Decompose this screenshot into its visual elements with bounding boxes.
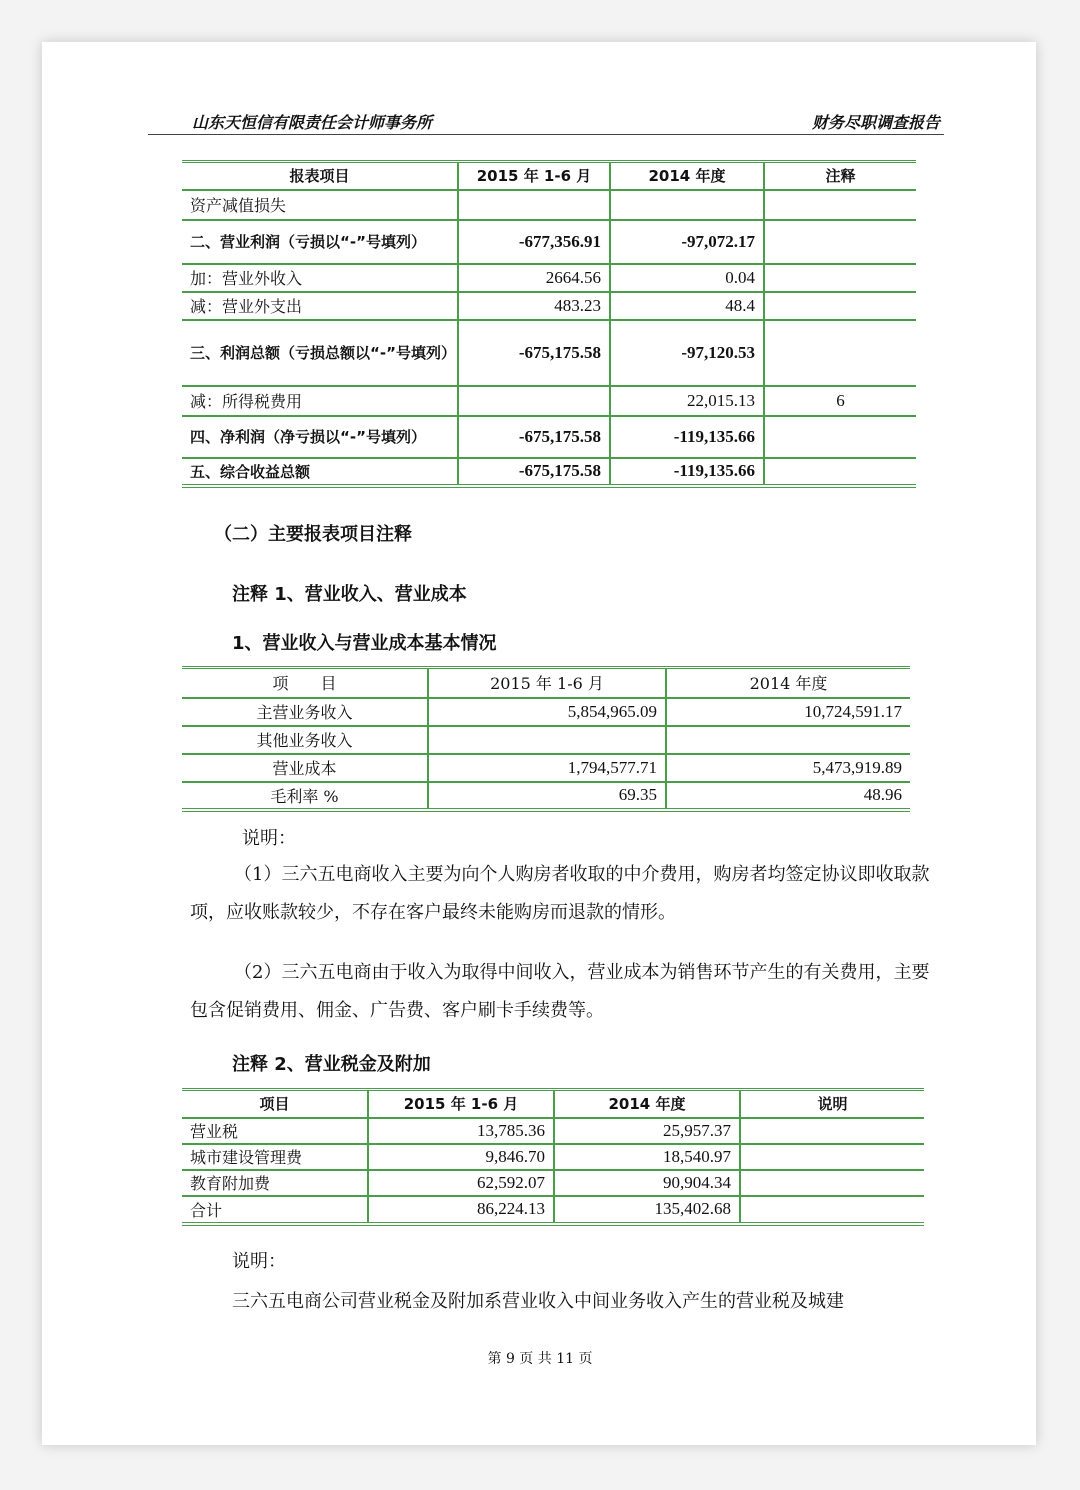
value-2015h1: -675,175.58: [458, 416, 610, 458]
row-label: 合计: [182, 1196, 368, 1224]
table-row: [182, 726, 910, 754]
header-cell: 报表项目: [182, 162, 458, 190]
value-2015h1: 1,794,577.71: [428, 754, 666, 782]
value-2014: [666, 726, 910, 754]
header-report-title: 财务尽职调查报告: [811, 113, 940, 132]
value-2014: -97,120.53: [610, 320, 764, 386]
row-label: 二、营业利润（亏损以“-”号填列）: [182, 220, 458, 264]
note-cell: [764, 458, 916, 486]
value-2014: 25,957.37: [554, 1118, 740, 1144]
table-row: [182, 782, 910, 810]
header-cell: 2014 年度: [610, 162, 764, 190]
header-cell: 注释: [764, 162, 916, 190]
value-2014: -97,072.17: [610, 220, 764, 264]
value-2015h1: -677,356.91: [458, 220, 610, 264]
value-2014: -119,135.66: [610, 416, 764, 458]
table-row: [182, 264, 916, 292]
value-2015h1: -675,175.58: [458, 320, 610, 386]
row-label: 三、利润总额（亏损总额以“-”号填列）: [182, 320, 458, 386]
row-label: 减：所得税费用: [182, 386, 458, 416]
table-row: [182, 292, 916, 320]
table-row: [182, 1144, 924, 1170]
sub1-title: 1、营业收入与营业成本基本情况: [232, 633, 497, 654]
value-2014: [610, 190, 764, 220]
table-row: [182, 320, 916, 386]
table-row: [182, 416, 916, 458]
note-cell: [764, 264, 916, 292]
table-row: [182, 698, 910, 726]
value-2014: 18,540.97: [554, 1144, 740, 1170]
explanation-paragraph-1: （1）三六五电商收入主要为向个人购房者收取的中介费用，购房者均签定协议即收取款项，应收账款较少，不存在客户最终未能购房而退款的情形。: [190, 864, 930, 923]
table-row: [182, 458, 916, 486]
value-2015h1: [458, 190, 610, 220]
value-2015h1: 483.23: [458, 292, 610, 320]
table-row: [182, 754, 910, 782]
page-footer: 第 9 页 共 11 页: [487, 1351, 593, 1367]
header-cell: 2015 年 1-6 月: [458, 162, 610, 190]
header-cell: 说明: [740, 1090, 924, 1118]
header-cell: 2014 年度: [554, 1090, 740, 1118]
table-row: [182, 386, 916, 416]
row-label: 营业成本: [182, 754, 428, 782]
value-2015h1: 62,592.07: [368, 1170, 554, 1196]
note-cell: [764, 320, 916, 386]
table-row: [182, 1196, 924, 1224]
table-header-row: [182, 1090, 924, 1118]
value-2015h1: 13,785.36: [368, 1118, 554, 1144]
value-2014: 135,402.68: [554, 1196, 740, 1224]
value-2015h1: 9,846.70: [368, 1144, 554, 1170]
row-label: 其他业务收入: [182, 726, 428, 754]
note-cell: 6: [764, 386, 916, 416]
note-cell: [764, 190, 916, 220]
table-header-row: [182, 668, 910, 698]
value-2015h1: 69.35: [428, 782, 666, 810]
row-label: 资产减值损失: [182, 190, 458, 220]
value-2015h1: [458, 386, 610, 416]
row-label: 五、综合收益总额: [182, 458, 458, 486]
value-2014: 5,473,919.89: [666, 754, 910, 782]
row-label: 毛利率 %: [182, 782, 428, 810]
table-row: [182, 1170, 924, 1196]
row-label: 加：营业外收入: [182, 264, 458, 292]
explanation-label: 说明：: [242, 828, 296, 849]
header-cell: 项 目: [182, 668, 428, 698]
section-title: （二）主要报表项目注释: [214, 524, 412, 545]
note-cell: [740, 1170, 924, 1196]
table-row: [182, 220, 916, 264]
explanation-paragraph-2: （2）三六五电商由于收入为取得中间收入，营业成本为销售环节产生的有关费用，主要包含促销费用、佣金、广告费、客户刷卡手续费等。: [190, 962, 930, 1021]
tax-surcharge-table: [182, 1088, 924, 1226]
table-row: [182, 1118, 924, 1144]
row-label: 营业税: [182, 1118, 368, 1144]
page-header: [148, 108, 944, 135]
header-cell: 2015 年 1-6 月: [428, 668, 666, 698]
value-2015h1: [428, 726, 666, 754]
row-label: 城市建设管理费: [182, 1144, 368, 1170]
value-2014: 48.4: [610, 292, 764, 320]
explanation-paragraph-3: 三六五电商公司营业税金及附加系营业收入中间业务收入产生的营业税及城建: [232, 1291, 844, 1312]
note-cell: [764, 416, 916, 458]
row-label: 主营业务收入: [182, 698, 428, 726]
value-2014: 10,724,591.17: [666, 698, 910, 726]
header-cell: 项目: [182, 1090, 368, 1118]
table-row: [182, 190, 916, 220]
explanation-label-2: 说明：: [232, 1251, 286, 1272]
value-2014: 48.96: [666, 782, 910, 810]
header-firm-name: 山东天恒信有限责任会计师事务所: [192, 113, 433, 132]
note-cell: [764, 292, 916, 320]
income-statement-table: [182, 160, 916, 488]
value-2015h1: -675,175.58: [458, 458, 610, 486]
note-cell: [764, 220, 916, 264]
value-2014: 90,904.34: [554, 1170, 740, 1196]
value-2015h1: 2664.56: [458, 264, 610, 292]
note-cell: [740, 1144, 924, 1170]
value-2014: 0.04: [610, 264, 764, 292]
note-cell: [740, 1118, 924, 1144]
table-header-row: [182, 162, 916, 190]
note1-title: 注释 1、营业收入、营业成本: [232, 584, 467, 605]
value-2014: 22,015.13: [610, 386, 764, 416]
row-label: 教育附加费: [182, 1170, 368, 1196]
revenue-cost-table: [182, 666, 910, 812]
value-2014: -119,135.66: [610, 458, 764, 486]
note-cell: [740, 1196, 924, 1224]
value-2015h1: 86,224.13: [368, 1196, 554, 1224]
header-cell: 2014 年度: [666, 668, 910, 698]
row-label: 减：营业外支出: [182, 292, 458, 320]
value-2015h1: 5,854,965.09: [428, 698, 666, 726]
row-label: 四、净利润（净亏损以“-”号填列）: [182, 416, 458, 458]
note2-title: 注释 2、营业税金及附加: [232, 1054, 431, 1075]
header-cell: 2015 年 1-6 月: [368, 1090, 554, 1118]
